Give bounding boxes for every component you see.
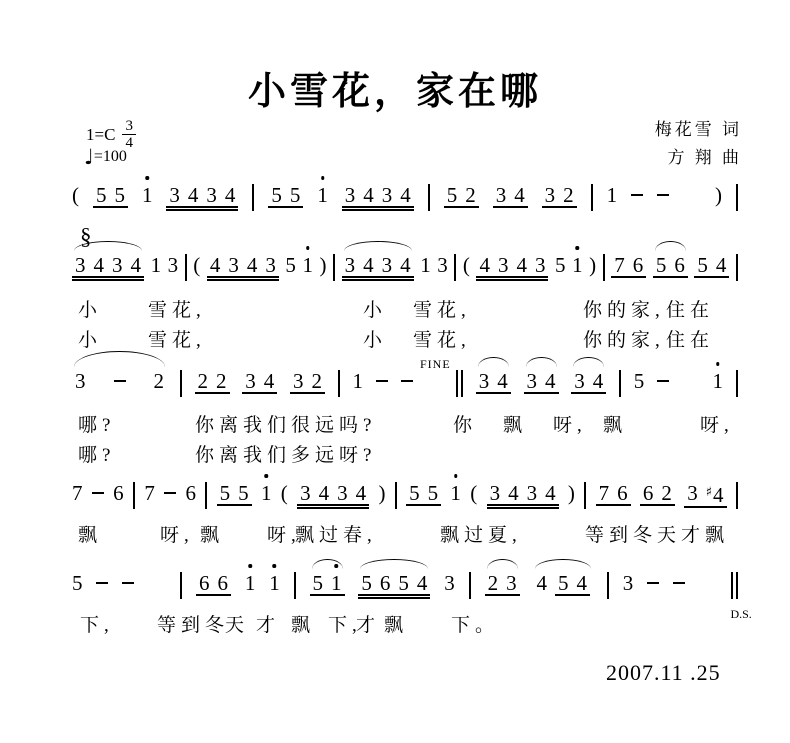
note: 3 (478, 369, 490, 393)
octave-dot (248, 564, 252, 568)
barline (185, 254, 187, 281)
slur-arc (360, 559, 428, 569)
octave-dot (576, 246, 580, 250)
note: 6 (198, 571, 210, 595)
duration-dash (122, 582, 134, 584)
duration-dash (657, 380, 669, 382)
note-group (653, 254, 688, 278)
note: 3 (574, 369, 585, 393)
duration-dash (673, 582, 685, 584)
octave-dot (716, 362, 720, 366)
lyric-syllable: 飘 (503, 415, 528, 436)
music-line (72, 224, 738, 281)
note: 4 (224, 183, 236, 207)
lyric-syllable: 飘过春, (295, 525, 377, 546)
duration-dash (657, 194, 669, 196)
note: 4 (318, 481, 330, 505)
octave-dot (145, 176, 149, 180)
lyric-syllable: 才 (356, 615, 381, 636)
lyric-syllable: 你 (453, 415, 478, 436)
note-group (542, 184, 577, 208)
music-line (72, 558, 752, 621)
lyric-syllable: 雪花, (148, 330, 206, 351)
note: 1 (450, 482, 461, 504)
note: 3 (506, 571, 517, 595)
note: 2 (661, 481, 672, 505)
note: 3 (169, 183, 180, 207)
sharp-icon: ♯ (705, 485, 713, 500)
note-group (611, 254, 646, 278)
note: 4 (514, 183, 525, 207)
note: 4 (508, 481, 519, 505)
lyric-syllable: 飘过夏, (440, 525, 522, 546)
time-signature-numerator: 3 (122, 118, 136, 135)
note: 5 (409, 481, 420, 505)
quarter-note-icon: ♩ (84, 145, 94, 169)
lyric-syllable: 你的家, (583, 300, 665, 321)
duration-dash (114, 380, 126, 382)
note: 4 (516, 253, 527, 277)
parenthesis: ) (567, 481, 575, 505)
note: 5 (697, 253, 708, 277)
note-group (93, 184, 128, 208)
note: 1 (142, 184, 153, 206)
music-line (72, 468, 738, 509)
note: 5 (312, 571, 324, 595)
spacer (683, 184, 701, 185)
lyric-syllable: 你离我们多远呀? (195, 445, 377, 466)
note: 4 (363, 183, 374, 207)
barline (584, 482, 586, 509)
parenthesis: ( (72, 183, 79, 207)
lyric-syllable: 飘 (78, 525, 103, 546)
note: 4 (400, 183, 411, 207)
barline (456, 370, 458, 397)
spacer (682, 370, 700, 371)
note-group (694, 254, 729, 278)
note: 5 (446, 183, 458, 207)
note: 1 (269, 572, 280, 594)
note: 7 (72, 481, 83, 505)
lyric-syllable: 等到冬天才飘 (585, 525, 730, 546)
octave-dot (454, 474, 458, 478)
duration-dash (376, 380, 388, 382)
note: 3 (526, 481, 538, 505)
barline (180, 572, 182, 599)
barline (294, 572, 296, 599)
duration-dash (401, 380, 413, 382)
lyric-syllable: 下。 (451, 615, 500, 636)
credit-composer: 方 翔 曲 (667, 148, 742, 167)
lyric-syllable: 小 (78, 300, 103, 321)
barline (607, 572, 609, 599)
note: 3 (300, 481, 311, 505)
note-group (596, 482, 631, 506)
credit-lyricist: 梅花雪 词 (654, 120, 742, 139)
note: 1 (352, 369, 363, 393)
note-group (444, 184, 479, 208)
note: 4 (263, 369, 275, 393)
note-group (524, 370, 559, 394)
lyric-syllable: 下, (80, 615, 114, 636)
lyric-syllable: 飘 (291, 615, 316, 636)
note: 6 (674, 253, 685, 277)
note-group (533, 572, 593, 596)
barline (252, 184, 254, 211)
note: 3 (265, 253, 276, 277)
note: 6 (617, 481, 628, 505)
lyric-syllable: 呀, (553, 415, 587, 436)
parenthesis: ) (378, 481, 386, 505)
spacer (148, 572, 166, 573)
duration-dash (647, 582, 659, 584)
barline (338, 370, 340, 397)
note: 2 (153, 369, 164, 393)
note: 5 (271, 183, 282, 207)
lyric-syllable: 住在 (666, 300, 715, 321)
date-stamp: 2007.11 .25 (606, 660, 721, 685)
barline (736, 184, 738, 211)
lyric-syllable: 飘 (384, 615, 409, 636)
note: 4 (545, 481, 556, 505)
note: 2 (311, 369, 322, 393)
note: 4 (363, 253, 374, 277)
note-group (268, 184, 303, 208)
note: 1 (317, 184, 328, 206)
note: 5 (655, 253, 667, 277)
barline (736, 572, 738, 599)
note: 4 (592, 369, 604, 393)
note: 3 (337, 481, 348, 505)
note-group (485, 572, 520, 596)
parenthesis: ) (319, 253, 327, 277)
octave-dot (321, 176, 325, 180)
slur-arc (487, 559, 518, 569)
note: 6 (185, 481, 196, 505)
note: 2 (197, 369, 208, 393)
lyric-syllable: 小 (78, 330, 103, 351)
lyric-syllable: 哪? (78, 445, 116, 466)
note: 3 (622, 571, 634, 595)
lyric-syllable: 下, (328, 615, 362, 636)
octave-dot (335, 564, 339, 568)
duration-dash (631, 194, 643, 196)
note: 1 (606, 183, 618, 207)
duration-dash (92, 492, 104, 494)
note: 5 (557, 571, 569, 595)
note: 1 (331, 572, 342, 594)
tempo-marking (84, 147, 127, 167)
note: 1 (572, 254, 583, 276)
note: 5 (114, 183, 125, 207)
note-group (297, 482, 369, 506)
note: 3 (437, 253, 448, 277)
lyric-syllable: 呀, (160, 525, 194, 546)
barline (603, 254, 605, 281)
note: 4 (497, 369, 508, 393)
barline (454, 254, 456, 281)
lyric-line (0, 410, 790, 434)
note: ♯4 (705, 483, 724, 507)
time-signature-denominator: 4 (125, 135, 133, 151)
segno-icon: § (80, 224, 92, 249)
lyric-syllable: 雪花, (148, 300, 206, 321)
note: 6 (632, 253, 644, 277)
barline (736, 482, 738, 509)
note: 6 (642, 481, 654, 505)
note: 4 (93, 253, 104, 277)
lyric-syllable: 你离我们很远吗? (195, 415, 377, 436)
note: 3 (497, 253, 509, 277)
note: 4 (545, 369, 556, 393)
note-group (684, 482, 726, 508)
note-group (342, 184, 414, 208)
note: 2 (487, 571, 499, 595)
barline (133, 482, 135, 509)
parenthesis: ( (462, 253, 470, 277)
note: 2 (563, 183, 574, 207)
lyric-syllable: 呀, (700, 415, 734, 436)
note: 3 (381, 253, 393, 277)
lyric-line (0, 295, 790, 319)
note-group (242, 370, 277, 394)
parenthesis: ) (589, 253, 597, 277)
note: 5 (633, 369, 645, 393)
note-group (290, 370, 325, 394)
octave-dot (306, 246, 310, 250)
note: 1 (150, 253, 162, 277)
note: 1 (420, 253, 431, 277)
note: 5 (285, 253, 296, 277)
note: 3 (228, 253, 239, 277)
lyric-line (0, 440, 790, 464)
barline (333, 254, 335, 281)
note: 4 (536, 571, 547, 595)
parenthesis: ( (470, 481, 478, 505)
note: 3 (495, 183, 507, 207)
note: 3 (687, 481, 698, 505)
slur-arc (535, 559, 591, 569)
barline (591, 184, 593, 211)
barline (469, 572, 471, 599)
slur-arc (74, 351, 165, 367)
note: 3 (489, 481, 501, 505)
parenthesis: ) (714, 183, 722, 207)
note-group (72, 370, 167, 392)
lyric-syllable: 才 (256, 615, 281, 636)
barline (180, 370, 182, 397)
note: 4 (246, 253, 258, 277)
note-group (493, 184, 528, 208)
note: 4 (576, 571, 587, 595)
slur-arc (526, 357, 557, 367)
lyric-syllable: 飘 (603, 415, 628, 436)
note-group (555, 572, 590, 596)
barline (461, 370, 463, 397)
lyric-syllable: 呀, (267, 525, 301, 546)
note: 6 (113, 481, 124, 505)
page-title: 小雪花，家在哪 (247, 71, 542, 113)
note-group (476, 370, 511, 394)
lyric-syllable: 雪花, (413, 300, 471, 321)
barline (736, 254, 738, 281)
lyric-syllable: 天 (225, 615, 250, 636)
note: 3 (544, 183, 556, 207)
lyric-syllable: 小 (363, 330, 388, 351)
note: 1 (261, 482, 272, 504)
note: 3 (167, 253, 179, 277)
note: 4 (187, 183, 199, 207)
note: 3 (444, 571, 455, 595)
note: 3 (245, 369, 256, 393)
note: 4 (400, 253, 411, 277)
note-group (487, 482, 559, 506)
octave-dot (273, 564, 277, 568)
note-group (640, 482, 675, 506)
key-label: 1=C (86, 124, 116, 144)
note: 5 (555, 253, 566, 277)
note-group (72, 254, 144, 278)
lyric-syllable: 你的家, (583, 330, 665, 351)
double-barline (420, 357, 463, 397)
final-barline (730, 572, 752, 621)
barline (395, 482, 397, 509)
note: 4 (479, 253, 490, 277)
note: 2 (465, 183, 476, 207)
note-group (207, 254, 279, 278)
tempo-value: =100 (93, 148, 127, 165)
barline (428, 184, 430, 211)
note: 3 (344, 253, 356, 277)
slur-arc (478, 357, 509, 367)
barline (619, 370, 621, 397)
note: 7 (614, 253, 625, 277)
note: 7 (144, 481, 155, 505)
lyric-syllable: 等到冬 (157, 615, 230, 636)
note: 4 (355, 481, 367, 505)
note: 3 (293, 369, 304, 393)
note: 6 (379, 571, 391, 595)
note: 3 (534, 253, 546, 277)
lyric-syllable: 哪? (78, 415, 116, 436)
octave-dot (264, 474, 268, 478)
note: 3 (206, 183, 217, 207)
note: 3 (526, 369, 537, 393)
duration-dash (96, 582, 108, 584)
note: 5 (238, 481, 249, 505)
note-group (571, 370, 606, 394)
note: 4 (715, 253, 727, 277)
note-group (406, 482, 441, 506)
slur-arc (344, 241, 412, 251)
note: 1 (245, 572, 256, 594)
note: 5 (398, 571, 409, 595)
note-group (217, 482, 252, 506)
fine-label: FINE (420, 357, 451, 371)
slur-arc (655, 241, 686, 251)
note-group (195, 370, 230, 394)
lyric-syllable: 飘 (200, 525, 225, 546)
note: 5 (427, 481, 439, 505)
note: 4 (416, 571, 428, 595)
note-group (310, 572, 345, 596)
lyric-line (0, 325, 790, 349)
note: 3 (75, 253, 86, 277)
note: 5 (95, 183, 107, 207)
lyric-syllable: 雪花, (413, 330, 471, 351)
note: 4 (209, 253, 221, 277)
note: 4 (130, 253, 141, 277)
spacer (699, 572, 717, 573)
note: 5 (72, 571, 83, 595)
note: 5 (361, 571, 372, 595)
note: 1 (713, 370, 724, 392)
barline (205, 482, 207, 509)
note-group (476, 254, 548, 278)
note: 7 (598, 481, 610, 505)
note: 6 (217, 571, 228, 595)
lyric-syllable: 住在 (666, 330, 715, 351)
note: 3 (75, 369, 86, 393)
note: 5 (219, 481, 231, 505)
duration-dash (164, 492, 176, 494)
note: 1 (302, 254, 313, 276)
note: 5 (289, 183, 301, 207)
lyric-line (0, 520, 790, 544)
parenthesis: ( (280, 481, 288, 505)
barline (731, 572, 733, 599)
credits (655, 116, 742, 172)
note: 3 (344, 183, 356, 207)
barline (736, 370, 738, 397)
music-line (72, 356, 738, 397)
note-group (358, 572, 430, 596)
note: 2 (216, 369, 227, 393)
note: 3 (112, 253, 123, 277)
note: 3 (381, 183, 393, 207)
slur-arc (573, 357, 604, 367)
ds-label: D.S. (730, 607, 752, 621)
note-group (166, 184, 238, 208)
music-line (72, 170, 738, 211)
parenthesis: ( (193, 253, 201, 277)
note-group (196, 572, 231, 596)
note-group (342, 254, 414, 278)
lyric-line (0, 610, 790, 634)
lyric-syllable: 小 (363, 300, 388, 321)
